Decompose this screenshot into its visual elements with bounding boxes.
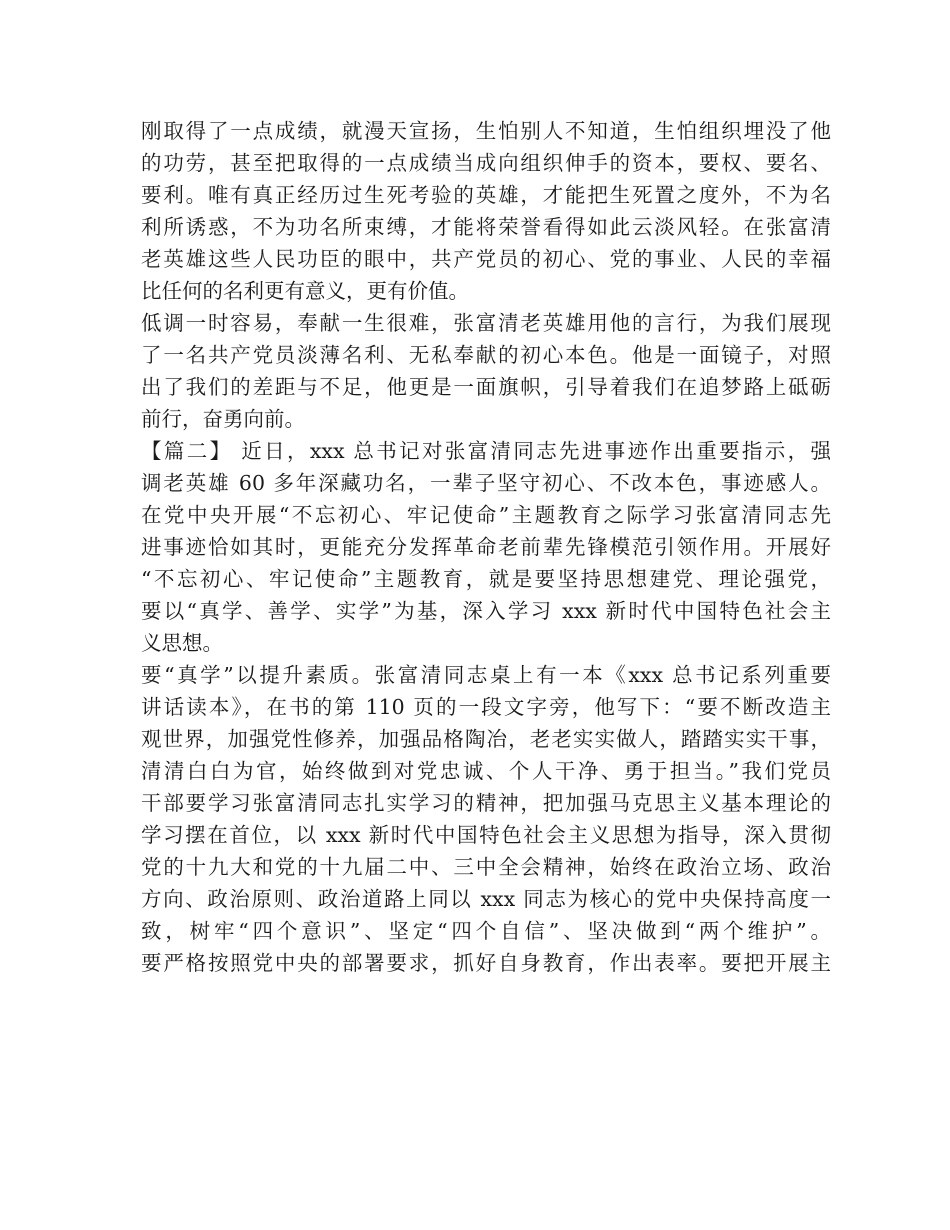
text-line: 要利。唯有真正经历过生死考验的英雄，才能把生死置之度外，不为名 (141, 183, 831, 207)
text-line: 调老英雄 60 多年深藏功名，一辈子坚守初心、不改本色，事迹感人。 (141, 471, 831, 495)
text-line: 在党中央开展“不忘初心、牢记使命”主题教育之际学习张富清同志先 (141, 503, 831, 527)
text-line: 方向、政治原则、政治道路上同以 xxx 同志为核心的党中央保持高度一 (141, 887, 831, 911)
text-line: 学习摆在首位，以 xxx 新时代中国特色社会主义思想为指导，深入贯彻 (141, 823, 831, 847)
text-line: 老英雄这些人民功臣的眼中，共产党员的初心、党的事业、人民的幸福 (141, 247, 831, 271)
text-line: 义思想。 (141, 631, 223, 655)
text-line: 刚取得了一点成绩，就漫天宣扬，生怕别人不知道，生怕组织埋没了他 (141, 119, 831, 143)
text-line: 致，树牢“四个意识”、坚定“四个自信”、坚决做到“两个维护”。 (141, 919, 831, 943)
text-line: 讲话读本》，在书的第 110 页的一段文字旁，他写下：“要不断改造主 (141, 695, 831, 719)
text-line: 观世界，加强党性修养，加强品格陶冶，老老实实做人，踏踏实实干事， (141, 727, 831, 751)
text-line: “不忘初心、牢记使命”主题教育，就是要坚持思想建党、理论强党， (141, 567, 831, 591)
section-heading-line: 【篇二】 近日，xxx 总书记对张富清同志先进事迹作出重要指示，强 (141, 439, 831, 463)
text-line: 的功劳，甚至把取得的一点成绩当成向组织伸手的资本，要权、要名、 (141, 151, 831, 175)
text-line: 要以“真学、善学、实学”为基，深入学习 xxx 新时代中国特色社会主 (141, 599, 831, 623)
text-line: 进事迹恰如其时，更能充分发挥革命老前辈先锋模范引领作用。开展好 (141, 535, 831, 559)
text-line: 要严格按照党中央的部署要求，抓好自身教育，作出表率。要把开展主 (141, 951, 831, 975)
text-line: 干部要学习张富清同志扎实学习的精神，把加强马克思主义基本理论的 (141, 791, 831, 815)
text-line: 低调一时容易，奉献一生很难，张富清老英雄用他的言行，为我们展现 (141, 311, 831, 335)
text-line: 清清白白为官，始终做到对党忠诚、个人干净、勇于担当。”我们党员 (141, 759, 831, 783)
text-line: 利所诱惑，不为功名所束缚，才能将荣誉看得如此云淡风轻。在张富清 (141, 215, 831, 239)
text-line: 要“真学”以提升素质。张富清同志桌上有一本《xxx 总书记系列重要 (141, 663, 831, 687)
text-line: 出了我们的差距与不足，他更是一面旗帜，引导着我们在追梦路上砥砺 (141, 375, 831, 399)
text-line: 了一名共产党员淡薄名利、无私奉献的初心本色。他是一面镜子，对照 (141, 343, 831, 367)
text-line: 党的十九大和党的十九届二中、三中全会精神，始终在政治立场、政治 (141, 855, 831, 879)
text-line: 前行，奋勇向前。 (141, 407, 305, 431)
text-line: 比任何的名利更有意义，更有价值。 (141, 279, 469, 303)
body-text (141, 115, 831, 979)
